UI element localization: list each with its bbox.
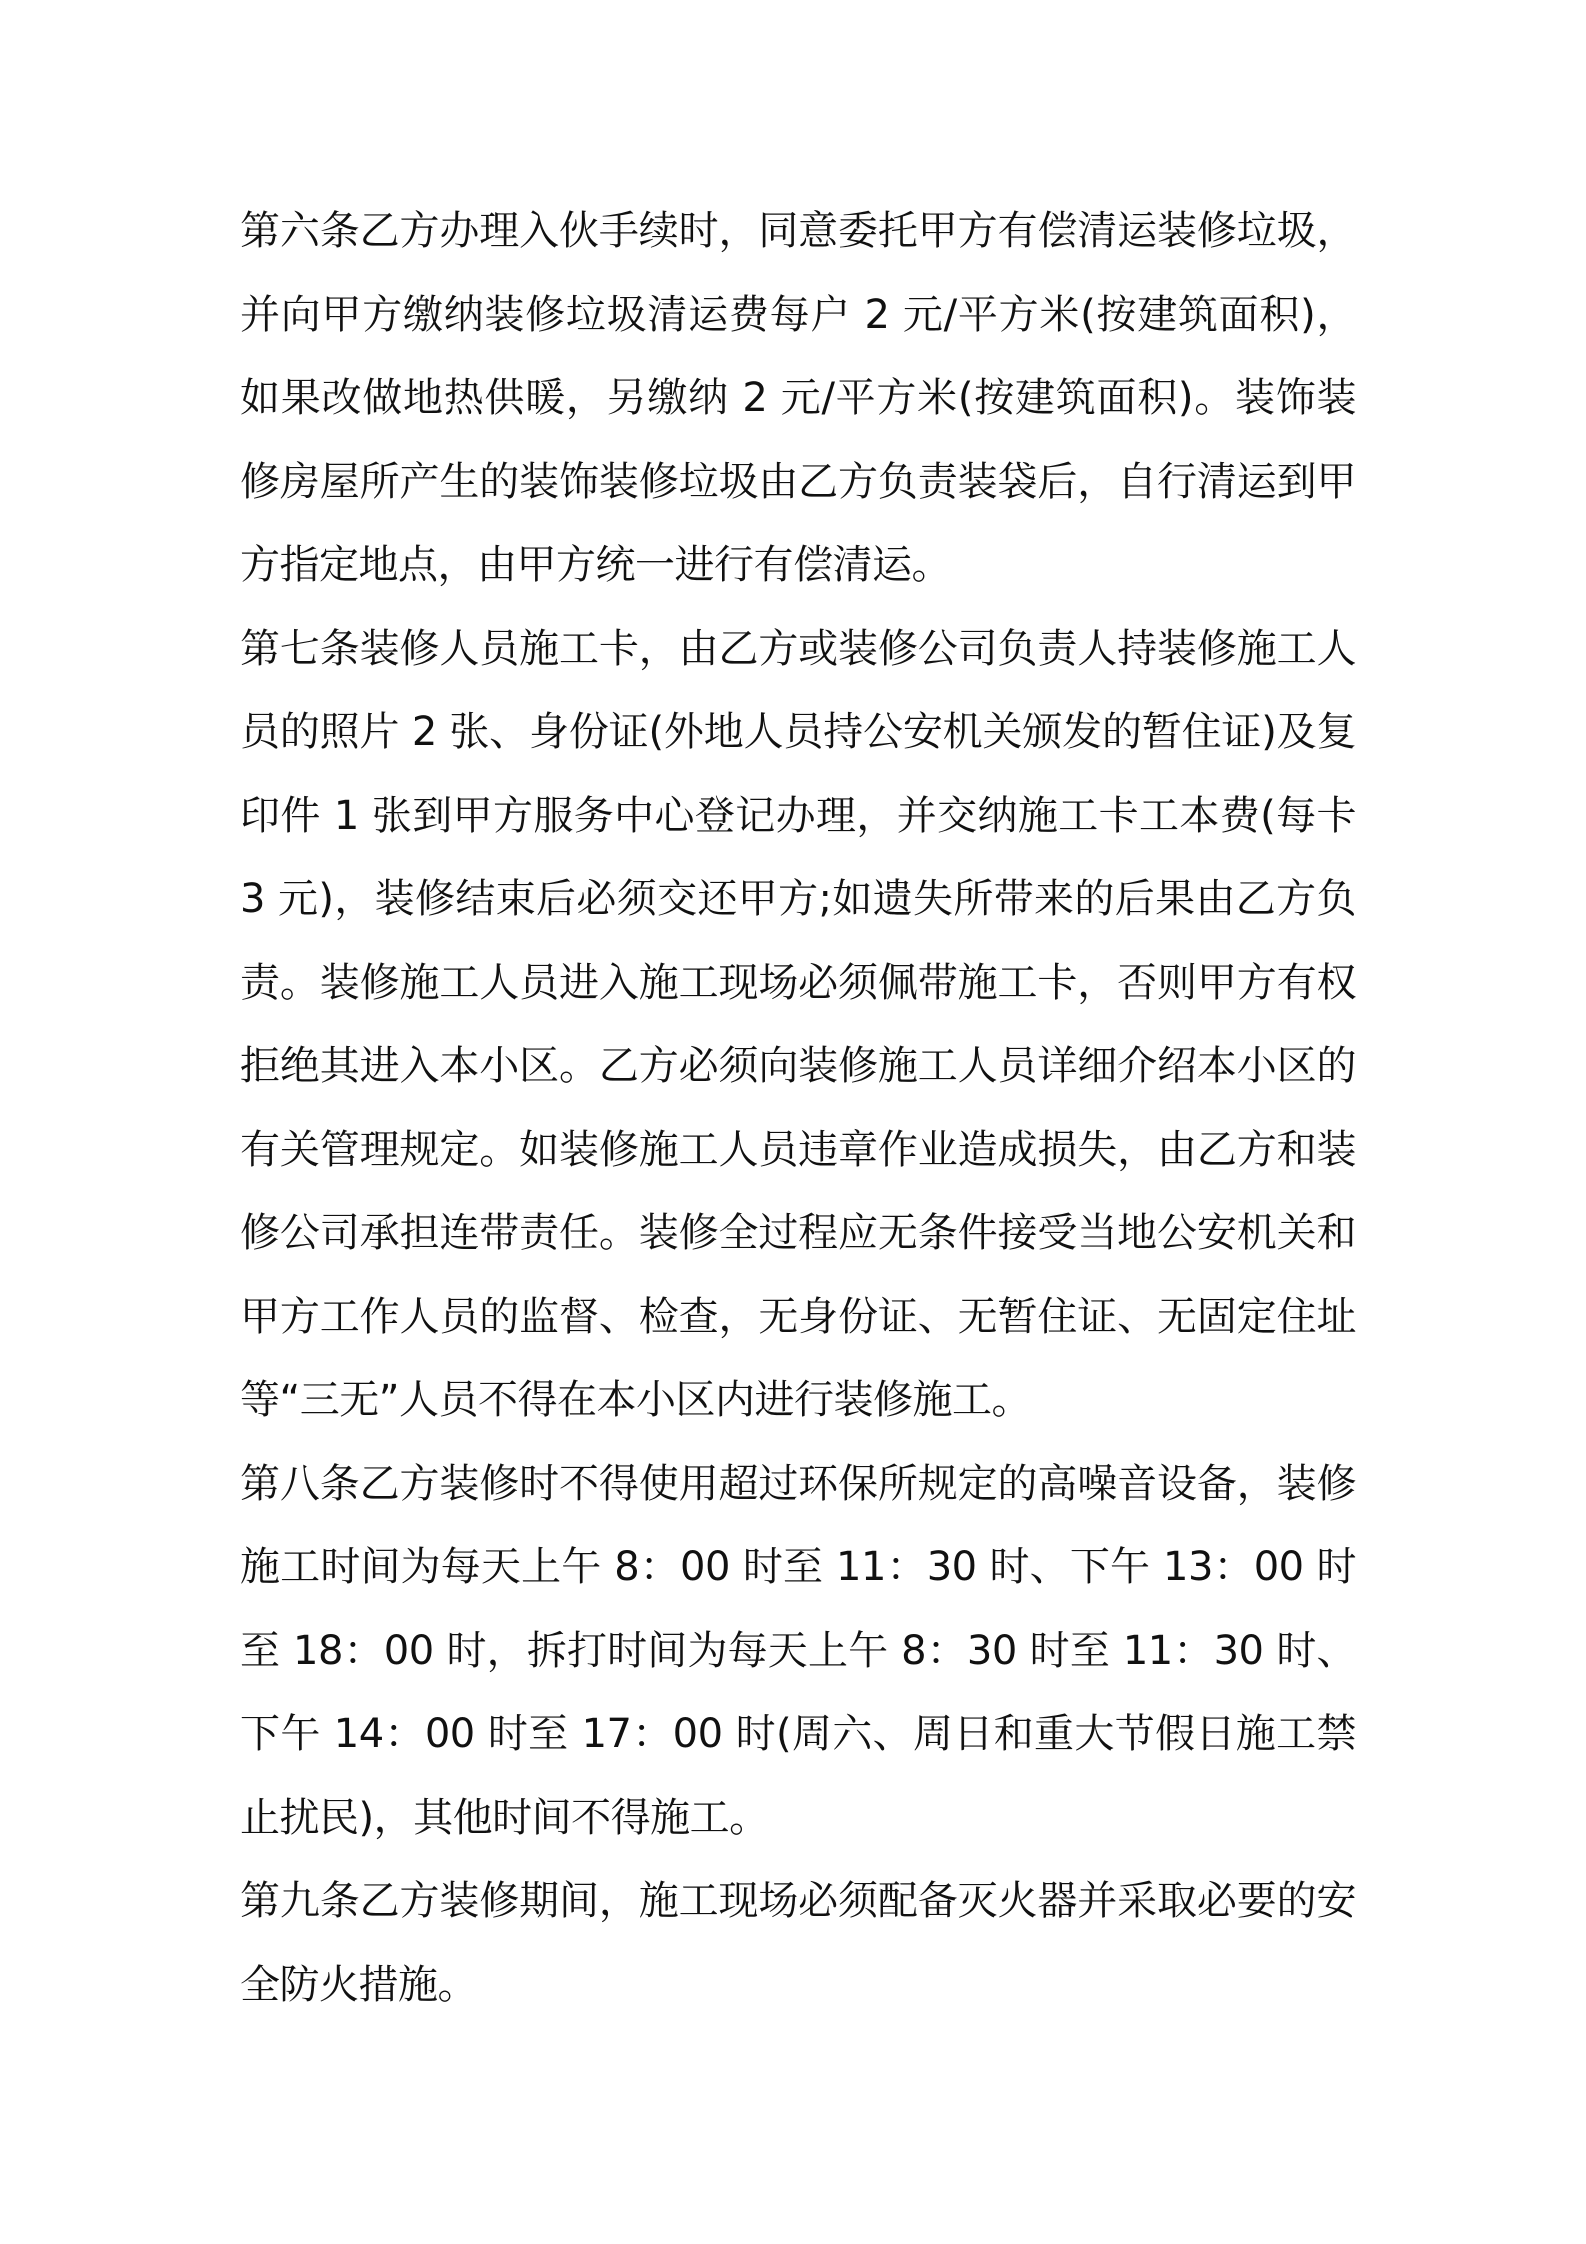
- clause-6-paragraph: 第六条乙方办理入伙手续时，同意委托甲方有偿清运装修垃圾，并向甲方缴纳装修垃圾清运费每户 2 元/平方米(按建筑面积)，如果改做地热供暖，另缴纳 2 元/平方米(按建筑面积)。装饰装修房屋所产生的装饰装修垃圾由乙方负责装袋后，自行清运到甲方指定地点，由甲方统一进行有偿清运。: [240, 208, 1356, 588]
- clause-8-paragraph: 第八条乙方装修时不得使用超过环保所规定的高噪音设备，装修施工时间为每天上午 8：00 时至 11：30 时、下午 13：00 时至 18：00 时，拆打时间为每天上午 8：30 时至 11：30 时、下午 14：00 时至 17：00 时(周六、周日和重大节假日施工禁止扰民)，其他时间不得施工。: [240, 1460, 1356, 1841]
- clause-7-paragraph: 第七条装修人员施工卡，由乙方或装修公司负责人持装修施工人员的照片 2 张、身份证(外地人员持公安机关颁发的暂住证)及复印件 1 张到甲方服务中心登记办理，并交纳施工卡工本费(每卡 3 元)，装修结束后必须交还甲方;如遗失所带来的后果由乙方负责。装修施工人员进入施工现场必须佩带施工卡，否则甲方有权拒绝其进入本小区。乙方必须向装修施工人员详细介绍本小区的有关管理规定。如装修施工人员违章作业造成损失，由乙方和装修公司承担连带责任。装修全过程应无条件接受当地公安机关和甲方工作人员的监督、检查，无身份证、无暂住证、无固定住址等“三无”人员不得在本小区内进行装修施工。: [240, 625, 1356, 1423]
- document-body: [240, 190, 1356, 2027]
- clause-9-paragraph: 第九条乙方装修期间，施工现场必须配备灭火器并采取必要的安全防火措施。: [240, 1878, 1356, 2008]
